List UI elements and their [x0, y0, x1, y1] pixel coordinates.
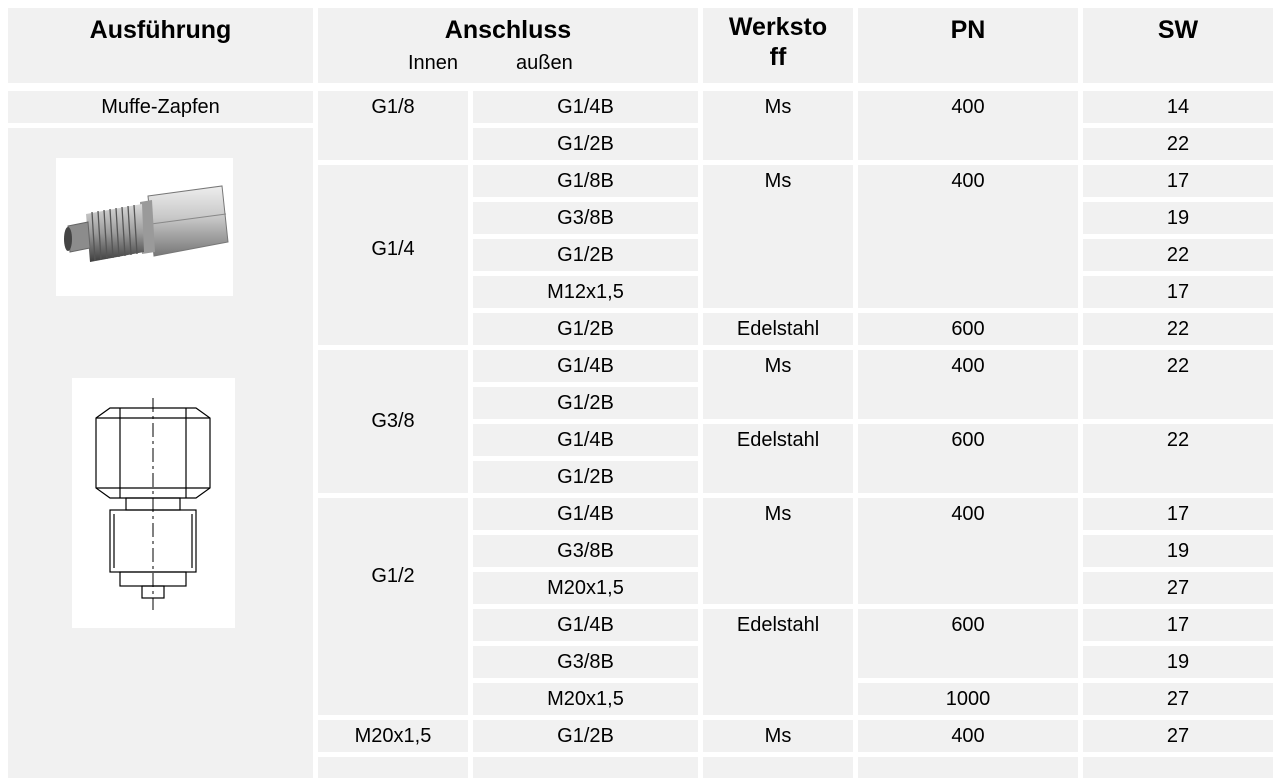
werkstoff-value: Ms [764, 170, 792, 192]
innen-group-4 [318, 498, 468, 715]
sw-value: 19 [1166, 207, 1190, 229]
aussen-value: G1/2B [557, 392, 614, 414]
aussen-value: G1/2B [557, 725, 614, 747]
sw-row [1083, 276, 1273, 308]
header-werkstoff [703, 8, 853, 83]
innen-group-3 [318, 350, 468, 493]
aussen-row [473, 387, 698, 419]
werkstoff-value: Edelstahl [736, 318, 820, 340]
sw-row [1083, 535, 1273, 567]
sw-row [1083, 572, 1273, 604]
aussen-value: G1/2B [557, 466, 614, 488]
aussen-row [473, 720, 698, 752]
aussen-row [473, 535, 698, 567]
sw-row [1083, 239, 1273, 271]
aussen-row [473, 609, 698, 641]
aussen-value: M20x1,5 [547, 688, 624, 710]
sw-value: 22 [1166, 318, 1190, 340]
header-sw [1083, 8, 1273, 83]
aussen-value: M20x1,5 [547, 577, 624, 599]
pn-value: 600 [951, 318, 985, 340]
aussen-value: G1/4B [557, 96, 614, 118]
header-werkstoff-line2: ff [769, 43, 787, 71]
header-aussen: außen [516, 52, 573, 74]
sw-row [1083, 720, 1273, 752]
aussen-value: G1/8B [557, 170, 614, 192]
sw-value: 27 [1166, 577, 1190, 599]
aussen-value: G1/2B [557, 318, 614, 340]
header-pn-text: PN [950, 16, 986, 44]
pn-group [858, 313, 1078, 345]
sw-value: 14 [1166, 96, 1190, 118]
adapter-technical-drawing-icon [72, 378, 235, 628]
pn-group [858, 424, 1078, 493]
werkstoff-group [703, 165, 853, 308]
aussen-row [473, 239, 698, 271]
aussen-row [473, 165, 698, 197]
pn-value: 400 [951, 355, 985, 377]
aussen-row [473, 276, 698, 308]
sw-value: 27 [1166, 725, 1190, 747]
innen-value: G3/8 [371, 410, 415, 432]
pn-value: 1000 [945, 688, 991, 710]
werkstoff-value: Ms [764, 355, 792, 377]
adapter-photo [56, 158, 233, 296]
sw-row [1083, 609, 1273, 641]
werkstoff-group [703, 91, 853, 160]
pn-value: 400 [951, 96, 985, 118]
header-innen: Innen [408, 52, 459, 74]
innen-empty [318, 757, 468, 778]
ausfuehrung-label-cell [8, 91, 313, 123]
aussen-row [473, 683, 698, 715]
aussen-row [473, 91, 698, 123]
innen-value: G1/8 [371, 96, 415, 118]
sw-row [1083, 498, 1273, 530]
pn-group [858, 683, 1078, 715]
sw-value: 19 [1166, 651, 1190, 673]
threaded-adapter-photo-icon [56, 158, 233, 296]
aussen-value: G1/4B [557, 614, 614, 636]
innen-value: G1/4 [371, 238, 415, 260]
pn-value: 600 [951, 614, 985, 636]
sw-row [1083, 646, 1273, 678]
aussen-row [473, 313, 698, 345]
pn-group [858, 91, 1078, 160]
sw-value: 22 [1166, 133, 1190, 155]
header-ausfuehrung [8, 8, 313, 83]
pn-group [858, 498, 1078, 604]
aussen-row [473, 350, 698, 382]
werkstoff-value: Edelstahl [736, 614, 820, 636]
werkstoff-value: Edelstahl [736, 429, 820, 451]
werkstoff-group [703, 424, 853, 493]
sw-row [1083, 202, 1273, 234]
sw-row [1083, 313, 1273, 345]
aussen-value: G3/8B [557, 207, 614, 229]
sw-value: 17 [1166, 170, 1190, 192]
pn-group [858, 609, 1078, 678]
sw-value: 19 [1166, 540, 1190, 562]
pn-value: 400 [951, 170, 985, 192]
header-anschluss [318, 8, 698, 83]
sw-row [1083, 128, 1273, 160]
werkstoff-group [703, 313, 853, 345]
aussen-value: G1/4B [557, 355, 614, 377]
aussen-row [473, 128, 698, 160]
pn-group [858, 165, 1078, 308]
sw-row [1083, 424, 1273, 493]
header-pn [858, 8, 1078, 83]
aussen-value: G3/8B [557, 651, 614, 673]
ausfuehrung-label: Muffe-Zapfen [101, 96, 220, 118]
werkstoff-empty [703, 757, 853, 778]
aussen-row [473, 202, 698, 234]
sw-value: 22 [1166, 244, 1190, 266]
aussen-empty [473, 757, 698, 778]
werkstoff-group [703, 609, 853, 715]
innen-group-2 [318, 165, 468, 345]
aussen-value: G1/4B [557, 503, 614, 525]
aussen-value: G3/8B [557, 540, 614, 562]
sw-row [1083, 350, 1273, 419]
aussen-value: G1/2B [557, 133, 614, 155]
sw-row [1083, 165, 1273, 197]
aussen-value: G1/4B [557, 429, 614, 451]
fitting-spec-table [8, 8, 1274, 778]
header-anschluss-text: Anschluss [444, 16, 572, 44]
header-ausfuehrung-text: Ausführung [89, 16, 232, 44]
sw-value: 17 [1166, 281, 1190, 303]
werkstoff-group [703, 350, 853, 419]
header-sw-text: SW [1157, 16, 1199, 44]
aussen-row [473, 461, 698, 493]
adapter-drawing [72, 378, 235, 628]
aussen-row [473, 424, 698, 456]
werkstoff-group [703, 720, 853, 752]
innen-group-5 [318, 720, 468, 752]
innen-value: G1/2 [371, 565, 415, 587]
pn-empty [858, 757, 1078, 778]
sw-row [1083, 683, 1273, 715]
innen-value: M20x1,5 [354, 725, 432, 747]
werkstoff-value: Ms [764, 503, 792, 525]
pn-value: 400 [951, 725, 985, 747]
innen-group-1 [318, 91, 468, 160]
aussen-row [473, 498, 698, 530]
ausfuehrung-image-cell [8, 128, 313, 778]
aussen-value: G1/2B [557, 244, 614, 266]
pn-value: 400 [951, 503, 985, 525]
werkstoff-value: Ms [764, 725, 792, 747]
pn-group [858, 720, 1078, 752]
werkstoff-group [703, 498, 853, 604]
sw-value: 27 [1166, 688, 1190, 710]
werkstoff-value: Ms [764, 96, 792, 118]
sw-value: 22 [1166, 429, 1190, 451]
aussen-value: M12x1,5 [547, 281, 624, 303]
aussen-row [473, 646, 698, 678]
pn-value: 600 [951, 429, 985, 451]
sw-row [1083, 91, 1273, 123]
sw-value: 22 [1166, 355, 1190, 377]
sw-value: 17 [1166, 614, 1190, 636]
aussen-row [473, 572, 698, 604]
sw-value: 17 [1166, 503, 1190, 525]
header-werkstoff-line1: Werksto [728, 13, 828, 41]
pn-group [858, 350, 1078, 419]
sw-empty [1083, 757, 1273, 778]
